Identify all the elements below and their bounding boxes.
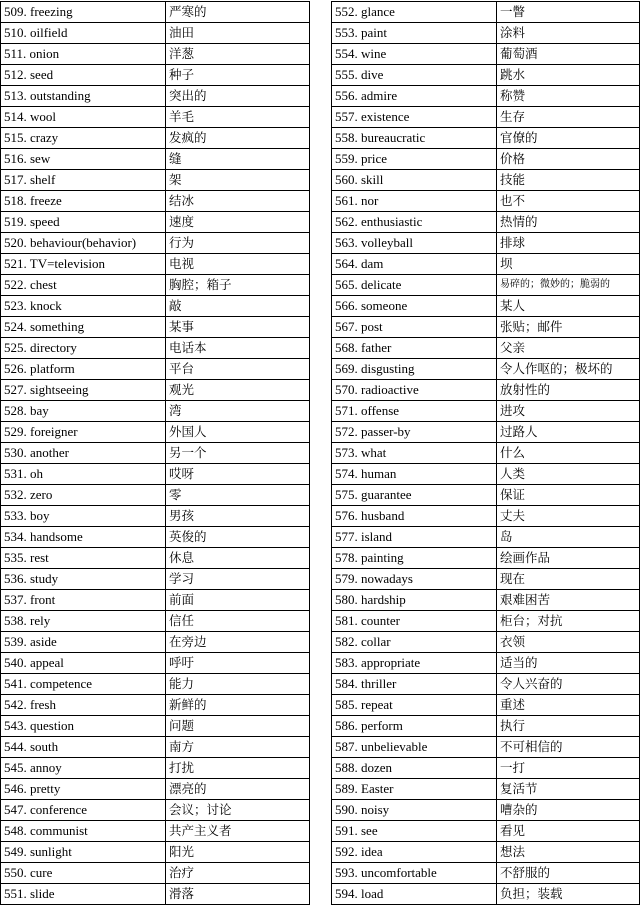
vocab-meaning: 绘画作品	[497, 548, 640, 569]
vocab-meaning: 信任	[166, 611, 310, 632]
vocab-row	[1, 149, 310, 170]
vocab-meaning: 哎呀	[166, 464, 310, 485]
vocab-row	[332, 2, 640, 23]
vocab-word: 531. oh	[1, 464, 166, 485]
vocab-row	[332, 338, 640, 359]
vocab-meaning: 坝	[497, 254, 640, 275]
vocab-meaning: 嘈杂的	[497, 800, 640, 821]
vocab-row	[332, 65, 640, 86]
vocab-row	[332, 527, 640, 548]
vocab-meaning: 电话本	[166, 338, 310, 359]
vocab-word: 579. nowadays	[332, 569, 497, 590]
vocab-word: 525. directory	[1, 338, 166, 359]
vocab-row	[1, 548, 310, 569]
vocab-row	[332, 107, 640, 128]
vocab-row	[332, 191, 640, 212]
vocab-meaning: 什么	[497, 443, 640, 464]
vocab-word: 549. sunlight	[1, 842, 166, 863]
vocab-row	[332, 443, 640, 464]
vocab-word: 528. bay	[1, 401, 166, 422]
vocab-meaning: 种子	[166, 65, 310, 86]
vocab-meaning: 另一个	[166, 443, 310, 464]
vocab-row	[1, 44, 310, 65]
vocab-meaning: 不可相信的	[497, 737, 640, 758]
vocab-meaning: 负担；装载	[497, 884, 640, 905]
vocab-meaning: 架	[166, 170, 310, 191]
vocab-word: 513. outstanding	[1, 86, 166, 107]
vocab-word: 587. unbelievable	[332, 737, 497, 758]
vocab-word: 569. disgusting	[332, 359, 497, 380]
vocab-row	[1, 401, 310, 422]
vocab-meaning: 官僚的	[497, 128, 640, 149]
vocab-word: 545. annoy	[1, 758, 166, 779]
vocab-row	[332, 86, 640, 107]
vocab-row	[1, 716, 310, 737]
vocab-row	[1, 737, 310, 758]
vocab-meaning: 男孩	[166, 506, 310, 527]
vocab-word: 529. foreigner	[1, 422, 166, 443]
vocab-meaning: 突出的	[166, 86, 310, 107]
vocab-word: 565. delicate	[332, 275, 497, 296]
vocab-row	[1, 338, 310, 359]
vocab-meaning: 敲	[166, 296, 310, 317]
vocab-table-right-body	[332, 2, 640, 905]
vocab-word: 533. boy	[1, 506, 166, 527]
vocab-word: 585. repeat	[332, 695, 497, 716]
vocab-meaning: 衣领	[497, 632, 640, 653]
vocab-meaning: 跳水	[497, 65, 640, 86]
vocab-word: 564. dam	[332, 254, 497, 275]
vocab-row	[1, 233, 310, 254]
vocab-word: 534. handsome	[1, 527, 166, 548]
vocab-row	[1, 590, 310, 611]
vocab-row	[1, 653, 310, 674]
vocab-row	[332, 44, 640, 65]
vocab-word: 575. guarantee	[332, 485, 497, 506]
vocab-row	[332, 275, 640, 296]
vocab-word: 530. another	[1, 443, 166, 464]
vocab-word: 584. thriller	[332, 674, 497, 695]
vocab-meaning: 进攻	[497, 401, 640, 422]
vocab-row	[332, 464, 640, 485]
vocab-meaning: 治疗	[166, 863, 310, 884]
vocab-word: 561. nor	[332, 191, 497, 212]
vocab-word: 592. idea	[332, 842, 497, 863]
vocab-row	[332, 800, 640, 821]
vocab-meaning: 也不	[497, 191, 640, 212]
vocab-table-left-body	[1, 2, 310, 905]
vocab-meaning: 打扰	[166, 758, 310, 779]
vocab-row	[332, 212, 640, 233]
vocab-word: 509. freezing	[1, 2, 166, 23]
vocab-word: 527. sightseeing	[1, 380, 166, 401]
vocab-meaning: 胸腔；箱子	[166, 275, 310, 296]
vocab-meaning: 令人兴奋的	[497, 674, 640, 695]
vocab-meaning: 电视	[166, 254, 310, 275]
vocab-meaning: 呼吁	[166, 653, 310, 674]
vocab-word: 552. glance	[332, 2, 497, 23]
vocab-word: 582. collar	[332, 632, 497, 653]
vocab-word: 572. passer-by	[332, 422, 497, 443]
vocab-word: 546. pretty	[1, 779, 166, 800]
vocab-meaning: 滑落	[166, 884, 310, 905]
vocab-word: 520. behaviour(behavior)	[1, 233, 166, 254]
vocab-meaning: 能力	[166, 674, 310, 695]
vocab-row	[1, 359, 310, 380]
vocab-row	[1, 443, 310, 464]
vocab-meaning: 父亲	[497, 338, 640, 359]
vocab-meaning: 执行	[497, 716, 640, 737]
vocab-meaning: 南方	[166, 737, 310, 758]
vocab-word: 532. zero	[1, 485, 166, 506]
vocab-word: 538. rely	[1, 611, 166, 632]
vocab-word: 593. uncomfortable	[332, 863, 497, 884]
vocab-row	[1, 212, 310, 233]
vocab-word: 589. Easter	[332, 779, 497, 800]
vocab-row	[1, 779, 310, 800]
vocab-word: 523. knock	[1, 296, 166, 317]
vocab-word: 583. appropriate	[332, 653, 497, 674]
vocab-word: 539. aside	[1, 632, 166, 653]
vocab-word: 521. TV=television	[1, 254, 166, 275]
vocab-word: 517. shelf	[1, 170, 166, 191]
vocab-row	[332, 611, 640, 632]
vocab-row	[332, 569, 640, 590]
vocab-row	[332, 128, 640, 149]
vocab-word: 522. chest	[1, 275, 166, 296]
vocab-meaning: 英俊的	[166, 527, 310, 548]
vocab-meaning: 平台	[166, 359, 310, 380]
vocab-meaning: 发疯的	[166, 128, 310, 149]
vocab-meaning: 放射性的	[497, 380, 640, 401]
vocab-row	[332, 548, 640, 569]
vocab-meaning: 丈夫	[497, 506, 640, 527]
vocab-word: 542. fresh	[1, 695, 166, 716]
vocab-meaning: 问题	[166, 716, 310, 737]
vocab-meaning: 柜台；对抗	[497, 611, 640, 632]
vocab-word: 580. hardship	[332, 590, 497, 611]
vocab-meaning: 漂亮的	[166, 779, 310, 800]
vocab-word: 536. study	[1, 569, 166, 590]
vocab-meaning: 张贴；邮件	[497, 317, 640, 338]
vocab-row	[1, 821, 310, 842]
vocab-meaning: 观光	[166, 380, 310, 401]
vocab-meaning: 不舒服的	[497, 863, 640, 884]
vocab-meaning: 艰难困苦	[497, 590, 640, 611]
vocab-meaning: 某事	[166, 317, 310, 338]
vocab-word: 512. seed	[1, 65, 166, 86]
vocab-table-right	[331, 1, 640, 905]
vocab-meaning: 排球	[497, 233, 640, 254]
vocab-meaning: 在旁边	[166, 632, 310, 653]
vocab-row	[332, 233, 640, 254]
vocab-word: 543. question	[1, 716, 166, 737]
vocab-row	[1, 275, 310, 296]
vocab-row	[1, 800, 310, 821]
vocab-word: 550. cure	[1, 863, 166, 884]
vocab-word: 544. south	[1, 737, 166, 758]
vocab-word: 551. slide	[1, 884, 166, 905]
vocab-meaning: 学习	[166, 569, 310, 590]
vocab-row	[1, 485, 310, 506]
vocab-row	[1, 422, 310, 443]
vocab-row	[1, 884, 310, 905]
vocab-meaning: 速度	[166, 212, 310, 233]
vocab-word: 586. perform	[332, 716, 497, 737]
vocab-meaning: 过路人	[497, 422, 640, 443]
vocab-word: 553. paint	[332, 23, 497, 44]
vocab-meaning: 想法	[497, 842, 640, 863]
vocab-meaning: 洋葱	[166, 44, 310, 65]
vocab-word: 555. dive	[332, 65, 497, 86]
vocab-word: 568. father	[332, 338, 497, 359]
vocab-meaning: 看见	[497, 821, 640, 842]
vocab-row	[1, 464, 310, 485]
vocab-meaning: 葡萄酒	[497, 44, 640, 65]
vocab-row	[332, 422, 640, 443]
vocab-word: 571. offense	[332, 401, 497, 422]
vocab-row	[1, 758, 310, 779]
vocab-meaning: 复活节	[497, 779, 640, 800]
vocab-word: 516. sew	[1, 149, 166, 170]
vocab-row	[332, 842, 640, 863]
vocab-meaning: 技能	[497, 170, 640, 191]
vocab-word: 547. conference	[1, 800, 166, 821]
vocab-meaning: 热情的	[497, 212, 640, 233]
vocab-row	[1, 506, 310, 527]
vocab-word: 548. communist	[1, 821, 166, 842]
vocab-row	[332, 737, 640, 758]
vocab-word: 559. price	[332, 149, 497, 170]
vocab-meaning: 人类	[497, 464, 640, 485]
vocab-meaning: 新鲜的	[166, 695, 310, 716]
vocab-meaning: 价格	[497, 149, 640, 170]
vocab-row	[1, 611, 310, 632]
vocab-row	[1, 2, 310, 23]
vocab-word: 514. wool	[1, 107, 166, 128]
vocab-meaning: 岛	[497, 527, 640, 548]
vocab-word: 519. speed	[1, 212, 166, 233]
vocab-word: 574. human	[332, 464, 497, 485]
vocab-meaning: 结冰	[166, 191, 310, 212]
vocab-word: 511. onion	[1, 44, 166, 65]
vocab-row	[332, 296, 640, 317]
vocab-meaning: 一打	[497, 758, 640, 779]
vocab-meaning: 休息	[166, 548, 310, 569]
vocab-row	[1, 842, 310, 863]
vocab-meaning: 湾	[166, 401, 310, 422]
vocab-row	[332, 380, 640, 401]
vocab-word: 576. husband	[332, 506, 497, 527]
vocab-row	[1, 107, 310, 128]
vocab-meaning: 缝	[166, 149, 310, 170]
vocab-word: 562. enthusiastic	[332, 212, 497, 233]
vocab-row	[1, 170, 310, 191]
vocab-meaning: 称赞	[497, 86, 640, 107]
vocab-row	[1, 695, 310, 716]
vocab-row	[332, 632, 640, 653]
vocab-word: 540. appeal	[1, 653, 166, 674]
vocab-row	[1, 86, 310, 107]
vocab-meaning: 易碎的；微妙的；脆弱的	[497, 275, 640, 296]
vocab-meaning: 生存	[497, 107, 640, 128]
vocab-meaning: 阳光	[166, 842, 310, 863]
vocab-row	[332, 506, 640, 527]
vocab-word: 590. noisy	[332, 800, 497, 821]
vocab-row	[1, 674, 310, 695]
vocab-word: 535. rest	[1, 548, 166, 569]
vocab-meaning: 适当的	[497, 653, 640, 674]
vocab-word: 518. freeze	[1, 191, 166, 212]
vocab-row	[332, 401, 640, 422]
vocab-word: 558. bureaucratic	[332, 128, 497, 149]
vocab-row	[1, 863, 310, 884]
vocab-meaning: 涂料	[497, 23, 640, 44]
vocab-meaning: 会议；讨论	[166, 800, 310, 821]
vocab-row	[332, 149, 640, 170]
vocab-row	[332, 653, 640, 674]
vocab-word: 541. competence	[1, 674, 166, 695]
vocab-row	[332, 359, 640, 380]
vocab-row	[1, 317, 310, 338]
vocab-row	[332, 695, 640, 716]
vocab-word: 557. existence	[332, 107, 497, 128]
vocab-row	[1, 296, 310, 317]
vocab-word: 537. front	[1, 590, 166, 611]
vocab-word: 563. volleyball	[332, 233, 497, 254]
vocab-meaning: 零	[166, 485, 310, 506]
vocab-row	[332, 485, 640, 506]
vocab-meaning: 某人	[497, 296, 640, 317]
vocab-row	[332, 821, 640, 842]
vocab-row	[332, 779, 640, 800]
vocab-row	[332, 254, 640, 275]
vocab-meaning: 一瞥	[497, 2, 640, 23]
vocab-word: 526. platform	[1, 359, 166, 380]
vocab-word: 566. someone	[332, 296, 497, 317]
vocab-word: 581. counter	[332, 611, 497, 632]
vocab-meaning: 前面	[166, 590, 310, 611]
vocab-word: 560. skill	[332, 170, 497, 191]
vocab-row	[332, 863, 640, 884]
vocab-row	[1, 128, 310, 149]
vocab-row	[332, 884, 640, 905]
vocab-meaning: 共产主义者	[166, 821, 310, 842]
vocab-word: 524. something	[1, 317, 166, 338]
vocab-row	[1, 527, 310, 548]
vocab-meaning: 严寒的	[166, 2, 310, 23]
vocab-row	[332, 170, 640, 191]
vocab-meaning: 羊毛	[166, 107, 310, 128]
vocab-row	[332, 590, 640, 611]
vocab-word: 554. wine	[332, 44, 497, 65]
vocab-word: 591. see	[332, 821, 497, 842]
vocab-word: 570. radioactive	[332, 380, 497, 401]
vocab-meaning: 行为	[166, 233, 310, 254]
vocab-row	[332, 23, 640, 44]
vocab-row	[1, 632, 310, 653]
vocab-word: 556. admire	[332, 86, 497, 107]
vocab-row	[332, 716, 640, 737]
vocab-word: 577. island	[332, 527, 497, 548]
vocab-word: 510. oilfield	[1, 23, 166, 44]
vocab-row	[1, 380, 310, 401]
vocab-word: 578. painting	[332, 548, 497, 569]
vocab-meaning: 重述	[497, 695, 640, 716]
vocab-row	[1, 569, 310, 590]
vocab-word: 594. load	[332, 884, 497, 905]
vocab-meaning: 令人作呕的；极坏的	[497, 359, 640, 380]
vocab-meaning: 现在	[497, 569, 640, 590]
vocab-word: 567. post	[332, 317, 497, 338]
vocab-meaning: 外国人	[166, 422, 310, 443]
vocab-row	[332, 674, 640, 695]
vocab-word: 588. dozen	[332, 758, 497, 779]
vocab-word: 515. crazy	[1, 128, 166, 149]
vocab-row	[332, 317, 640, 338]
vocab-meaning: 保证	[497, 485, 640, 506]
vocab-meaning: 油田	[166, 23, 310, 44]
vocab-row	[1, 65, 310, 86]
vocab-row	[1, 254, 310, 275]
vocab-row	[1, 23, 310, 44]
vocab-row	[1, 191, 310, 212]
vocab-row	[332, 758, 640, 779]
vocab-word: 573. what	[332, 443, 497, 464]
vocab-table-left	[0, 1, 310, 905]
